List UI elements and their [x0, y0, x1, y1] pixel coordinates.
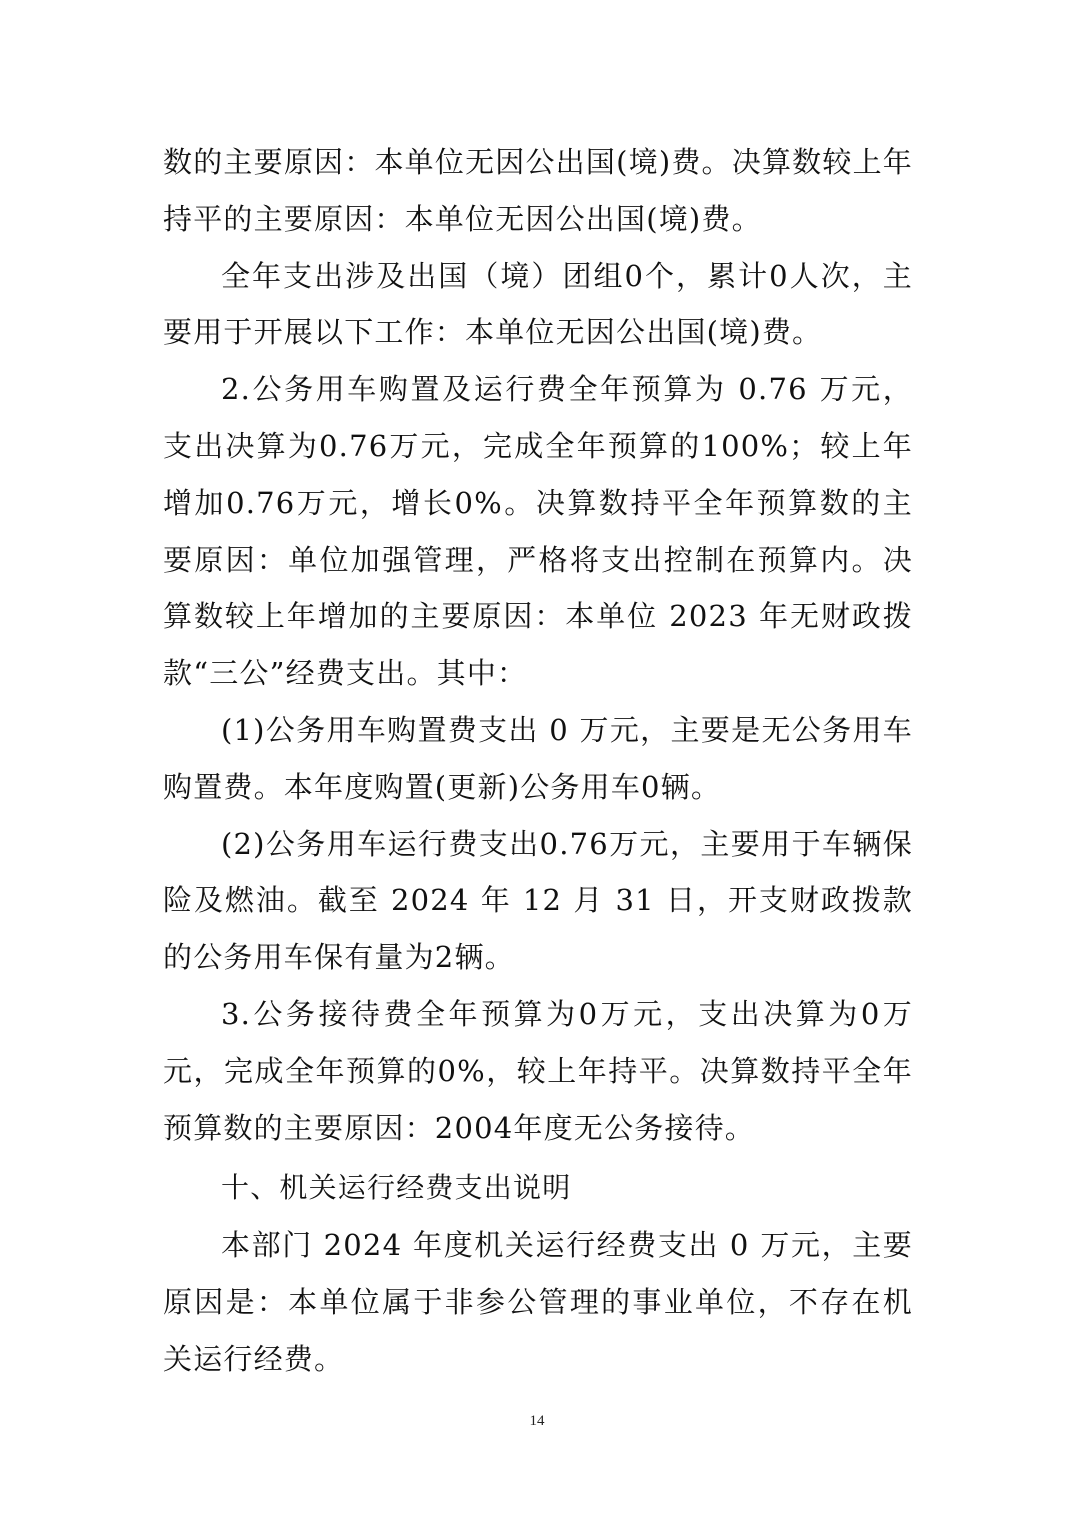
- paragraph-vehicle-purchase: (1)公务用车购置费支出 0 万元，主要是无公务用车购置费。本年度购置(更新)公务用车0辆。: [163, 712, 913, 804]
- paragraph-overseas-groups: 全年支出涉及出国（境）团组0个，累计0人次，主要用于开展以下工作：本单位无因公出国(境)费。: [163, 258, 913, 350]
- paragraph-operating-expenses: 本部门 2024 年度机关运行经费支出 0 万元，主要原因是：本单位属于非参公管理的事业单位，不存在机关运行经费。: [163, 1228, 913, 1376]
- paragraph-vehicle-operation: (2)公务用车运行费支出0.76万元，主要用于车辆保险及燃油。截至 2024 年 12 月 31 日，开支财政拨款的公务用车保有量为2辆。: [163, 826, 913, 975]
- document-body: [163, 134, 913, 1388]
- section-heading: 十、机关运行经费支出说明: [221, 1171, 572, 1205]
- paragraph-reception-costs: 3.公务接待费全年预算为0万元，支出决算为0万元，完成全年预算的0%，较上年持平。决算数持平全年预算数的主要原因：2004年度无公务接待。: [163, 996, 913, 1145]
- page-number: 14: [529, 1413, 545, 1429]
- paragraph-continuation: 数的主要原因：本单位无因公出国(境)费。决算数较上年持平的主要原因：本单位无因公出国(境)费。: [163, 145, 913, 236]
- paragraph-vehicle-costs: 2.公务用车购置及运行费全年预算为 0.76 万元，支出决算为0.76万元，完成全年预算的100%；较上年增加0.76万元，增长0%。决算数持平全年预算数的主要原因：单位加强管理，严格将支出控制在预算内。决算数较上年增加的主要原因：本单位 2023 年无财政拨款“三公”经费支出。其中：: [163, 372, 913, 691]
